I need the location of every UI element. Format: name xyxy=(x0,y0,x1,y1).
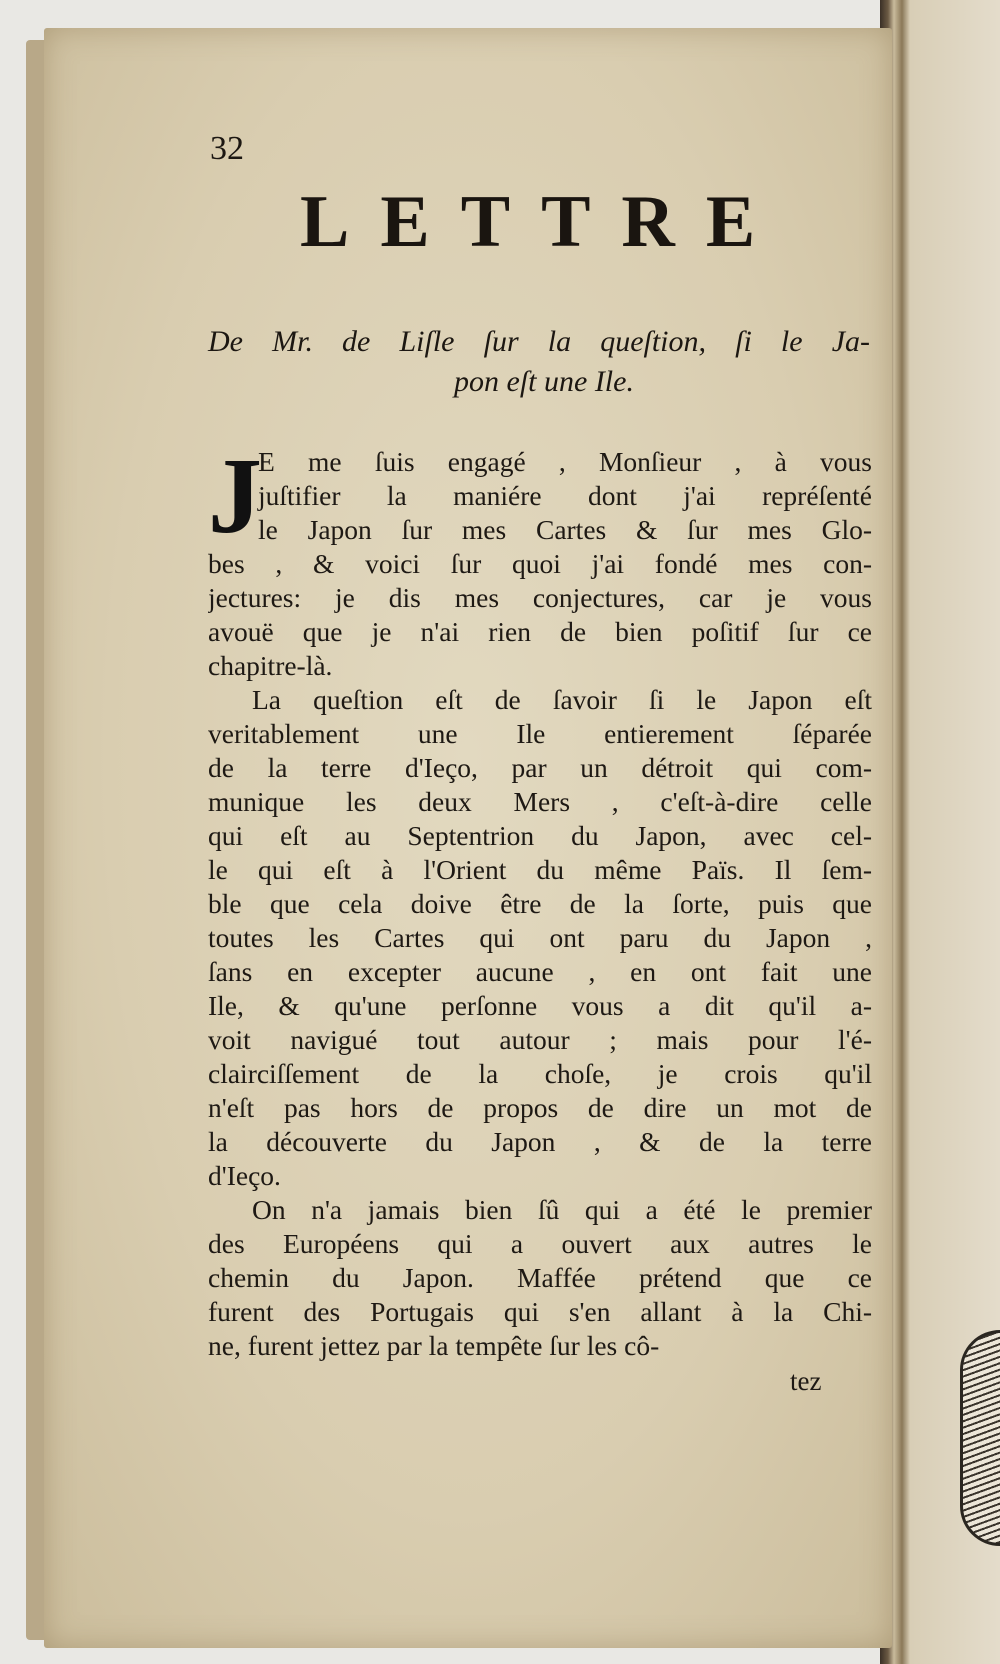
text-line: des Européens qui a ouvert aux autres le xyxy=(208,1228,872,1259)
subtitle-line: De Mr. de Liſle ſur la queſtion, ſi le Ja- xyxy=(208,325,870,358)
text-line: La queſtion eſt de ſavoir ſi le Japon eſt xyxy=(252,684,872,715)
text-line: voit navigué tout autour ; mais pour l'é- xyxy=(208,1024,872,1055)
text-line: la découverte du Japon , & de la terre xyxy=(208,1126,872,1157)
text-line: toutes les Cartes qui ont paru du Japon , xyxy=(208,922,872,953)
adjacent-engraving xyxy=(960,1330,1000,1546)
text-line: n'eſt pas hors de propos de dire un mot de xyxy=(208,1092,872,1123)
text-line: furent des Portugais qui s'en allant à la Chi- xyxy=(208,1296,872,1327)
text-line: veritablement une Ile entierement ſéparée xyxy=(208,718,872,749)
text-line: ſans en excepter aucune , en ont fait une xyxy=(208,956,872,987)
catchword: tez xyxy=(790,1366,822,1396)
text-line: juſtifier la maniére dont j'ai repréſenté xyxy=(258,480,872,511)
text-line: d'Ieço. xyxy=(208,1160,281,1191)
page-number: 32 xyxy=(210,130,244,167)
text-line: le qui eſt à l'Orient du même Païs. Il ſem- xyxy=(208,854,872,885)
text-line: chemin du Japon. Maffée prétend que ce xyxy=(208,1262,872,1293)
text-line: Ile, & qu'une perſonne vous a dit qu'il a- xyxy=(208,990,872,1021)
text-line: clairciſſement de la choſe, je crois qu'il xyxy=(208,1058,872,1089)
text-line: E me ſuis engagé , Monſieur , à vous xyxy=(258,446,872,477)
text-line: ble que cela doive être de la ſorte, puis que xyxy=(208,888,872,919)
text-line: On n'a jamais bien ſû qui a été le premier xyxy=(252,1194,872,1225)
text-line: chapitre-là. xyxy=(208,650,333,681)
text-line: bes , & voici ſur quoi j'ai fondé mes con- xyxy=(208,548,872,579)
text-line: munique les deux Mers , c'eſt-à-dire celle xyxy=(208,786,872,817)
text-line: jectures: je dis mes conjectures, car je vous xyxy=(208,582,872,613)
subtitle-line: pon eſt une Ile. xyxy=(454,365,634,398)
text-line: avouë que je n'ai rien de bien poſitif ſur ce xyxy=(208,616,872,647)
drop-cap: J xyxy=(208,437,262,556)
body-text xyxy=(208,437,872,1363)
text-line: le Japon ſur mes Cartes & ſur mes Glo- xyxy=(258,514,872,545)
subtitle xyxy=(208,325,870,405)
text-line: ne, furent jettez par la tempête ſur les cô- xyxy=(208,1330,660,1361)
text-line: qui eſt au Septentrion du Japon, avec cel- xyxy=(208,820,872,851)
page-title: LETTRE xyxy=(300,181,787,263)
text-line: de la terre d'Ieço, par un détroit qui com- xyxy=(208,752,872,783)
